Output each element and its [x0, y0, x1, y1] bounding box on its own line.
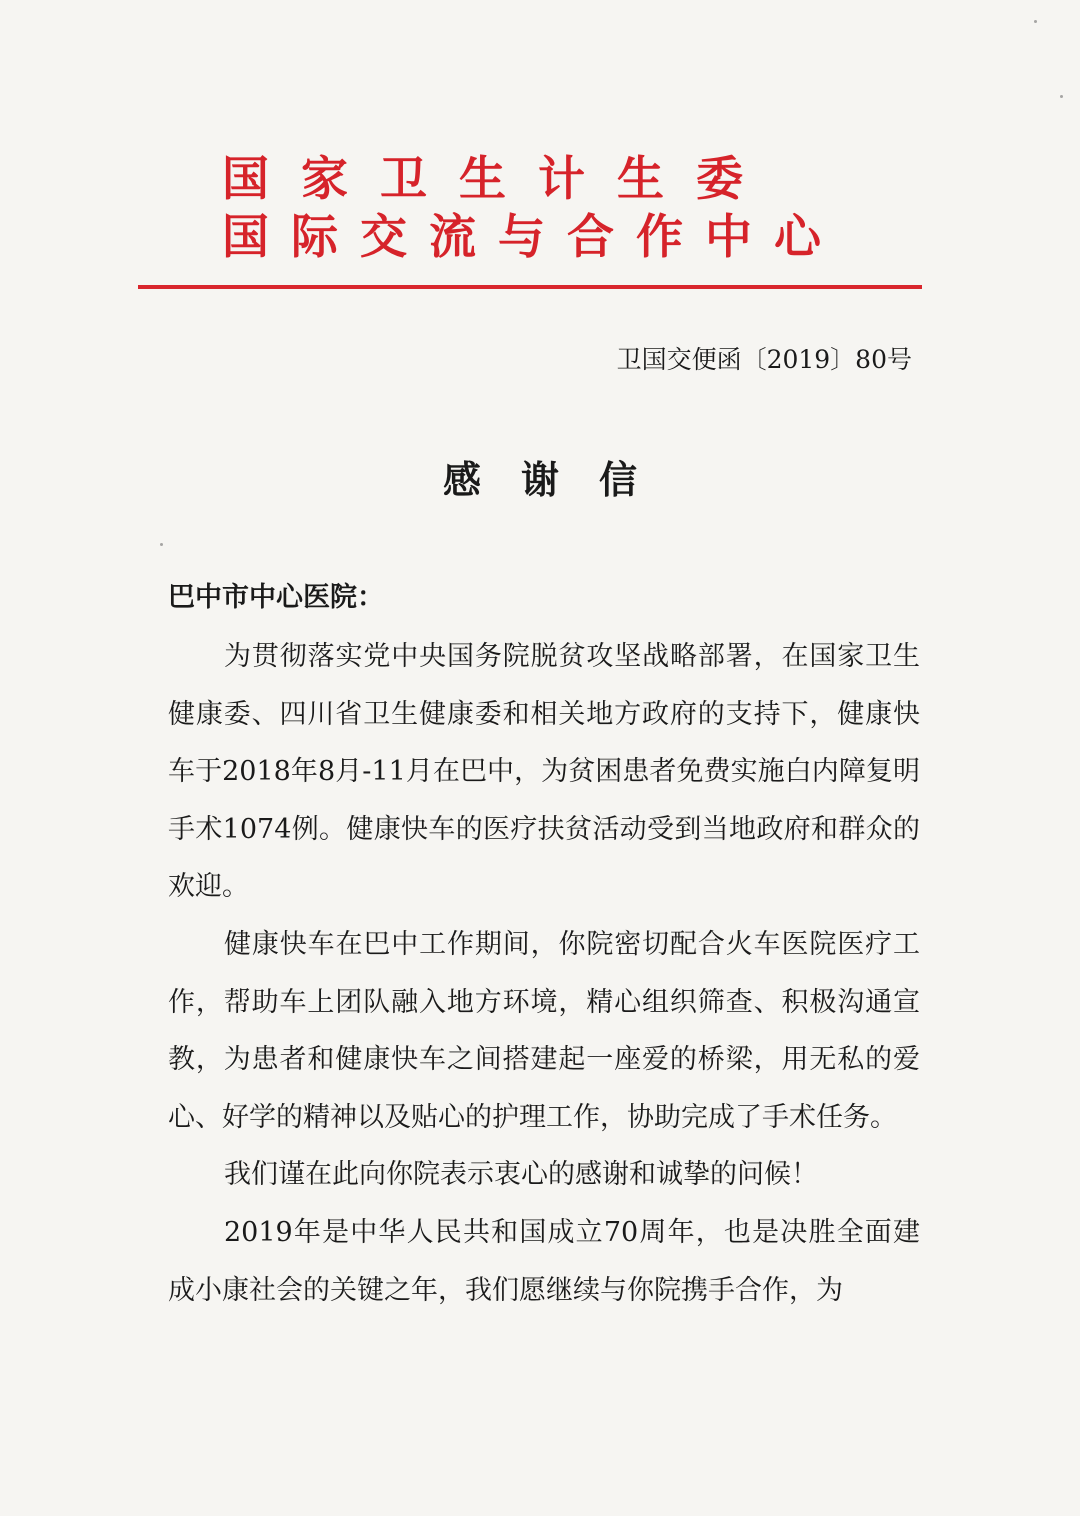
letter-body — [168, 628, 920, 1319]
salutation: 巴中市中心医院： — [168, 582, 384, 613]
body-paragraph-3: 我们谨在此向你院表示衷心的感谢和诚挚的问候！ — [224, 1159, 818, 1191]
document-number: 卫国交便函〔2019〕80号 — [616, 345, 912, 374]
letter-title: 感谢信 — [442, 457, 677, 502]
body-paragraph-1: 为贯彻落实党中央国务院脱贫攻坚战略部署，在国家卫生健康委、四川省卫生健康委和相关地方政府的支持下，健康快车于2018年8月-11月在巴中，为贫困患者免费实施白内障复明手术1074例。健康快车的医疗扶贫活动受到当地政府和群众的欢迎。 — [168, 641, 920, 903]
letterhead-line-1: 国家卫生计生委 — [222, 152, 775, 207]
letterhead-line-2: 国际交流与合作中心 — [222, 210, 843, 265]
paper-speck — [1060, 95, 1063, 98]
paper-speck — [1034, 20, 1037, 23]
body-paragraph-4: 2019年是中华人民共和国成立70周年，也是决胜全面建成小康社会的关键之年，我们愿继续与你院携手合作，为 — [168, 1216, 920, 1306]
body-paragraph-2: 健康快车在巴中工作期间，你院密切配合火车医院医疗工作，帮助车上团队融入地方环境，精心组织筛查、积极沟通宣教，为患者和健康快车之间搭建起一座爱的桥梁，用无私的爱心、好学的精神以及贴心的护理工作，协助完成了手术任务。 — [168, 928, 920, 1133]
letterhead-red-rule — [138, 285, 922, 289]
paper-speck — [160, 543, 163, 546]
